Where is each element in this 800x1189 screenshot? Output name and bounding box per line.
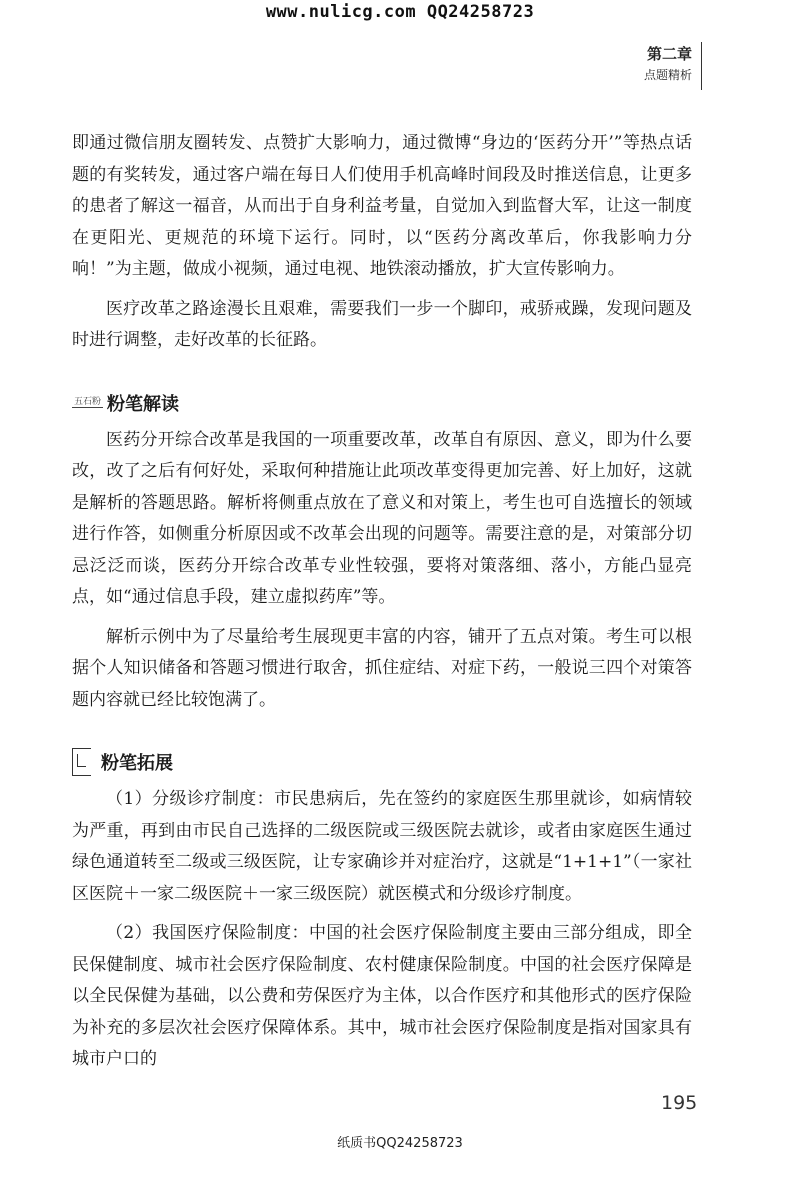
section-title: 粉笔解读 <box>107 393 180 415</box>
section-heading-interpretation <box>72 387 692 419</box>
extension-icon <box>72 748 91 776</box>
section-heading-extension <box>72 746 692 778</box>
section-paragraph: 解析示例中为了尽量给考生展现更丰富的内容，铺开了五点对策。考生可以根据个人知识储备和答题习惯进行取舍，抓住症结、对症下药，一般说三四个对策答题内容就已经比较饱满了。 <box>72 626 692 710</box>
page-content <box>72 128 692 1084</box>
section-title: 粉笔拓展 <box>101 753 173 774</box>
chapter-title: 第二章 <box>646 45 692 63</box>
page-number: 195 <box>661 1092 698 1114</box>
bottom-watermark: 纸质书QQ24258723 <box>337 1136 463 1151</box>
section-paragraph: （1）分级诊疗制度：市民患病后，先在签约的家庭医生那里就诊，如病情较为严重，再到由市民自己选择的二级医院或三级医院去就诊，或者由家庭医生通过绿色通道转至二级或三级医院，让专家确诊并对症治疗，这就是“1+1+1”（一家社区医院＋一家二级医院＋一家三级医院）就医模式和分级诊疗制度。 <box>72 789 692 904</box>
top-watermark: www.nulicg.com QQ24258723 <box>265 2 535 22</box>
chapter-subtitle: 点题精析 <box>643 68 692 82</box>
section-badge: 五石粉 <box>74 397 102 407</box>
section-paragraph: 医药分开综合改革是我国的一项重要改革，改革自有原因、意义，即为什么要改，改了之后有何好处，采取何种措施让此项改革变得更加完善、好上加好，这就是解析的答题思路。解析将侧重点放在了意义和对策上，考生也可自选擅长的领域进行作答，如侧重分析原因或不改革会出现的问题等。需要注意的是，对策部分切忌泛泛而谈，医药分开综合改革专业性较强，要将对策落细、落小，方能凸显亮点，如“通过信息手段，建立虚拟药库”等。 <box>72 429 692 607</box>
intro-paragraph: 医疗改革之路途漫长且艰难，需要我们一步一个脚印，戒骄戒躁，发现问题及时进行调整，走好改革的长征路。 <box>72 298 692 350</box>
intro-paragraph: 即通过微信朋友圈转发、点赞扩大影响力，通过微博“身边的‘医药分开’”等热点话题的有奖转发，通过客户端在每日人们使用手机高峰时间段及时推送信息，让更多的患者了解这一福音，从而出于自身利益考量，自觉加入到监督大军，让这一制度在更阳光、更规范的环境下运行。同时，以“医药分离改革后，你我影响力分响！”为主题，做成小视频，通过电视、地铁滚动播放，扩大宣传影响力。 <box>72 133 692 279</box>
chapter-divider <box>701 42 702 90</box>
chapter-header <box>644 44 692 84</box>
section-paragraph: （2）我国医疗保险制度：中国的社会医疗保险制度主要由三部分组成，即全民保健制度、城市社会医疗保险制度、农村健康保险制度。中国的社会医疗保障是以全民保健为基础，以公费和劳保医疗为主体，以合作医疗和其他形式的医疗保险为补充的多层次社会医疗保障体系。其中，城市社会医疗保险制度是指对国家具有城市户口的 <box>72 923 692 1069</box>
